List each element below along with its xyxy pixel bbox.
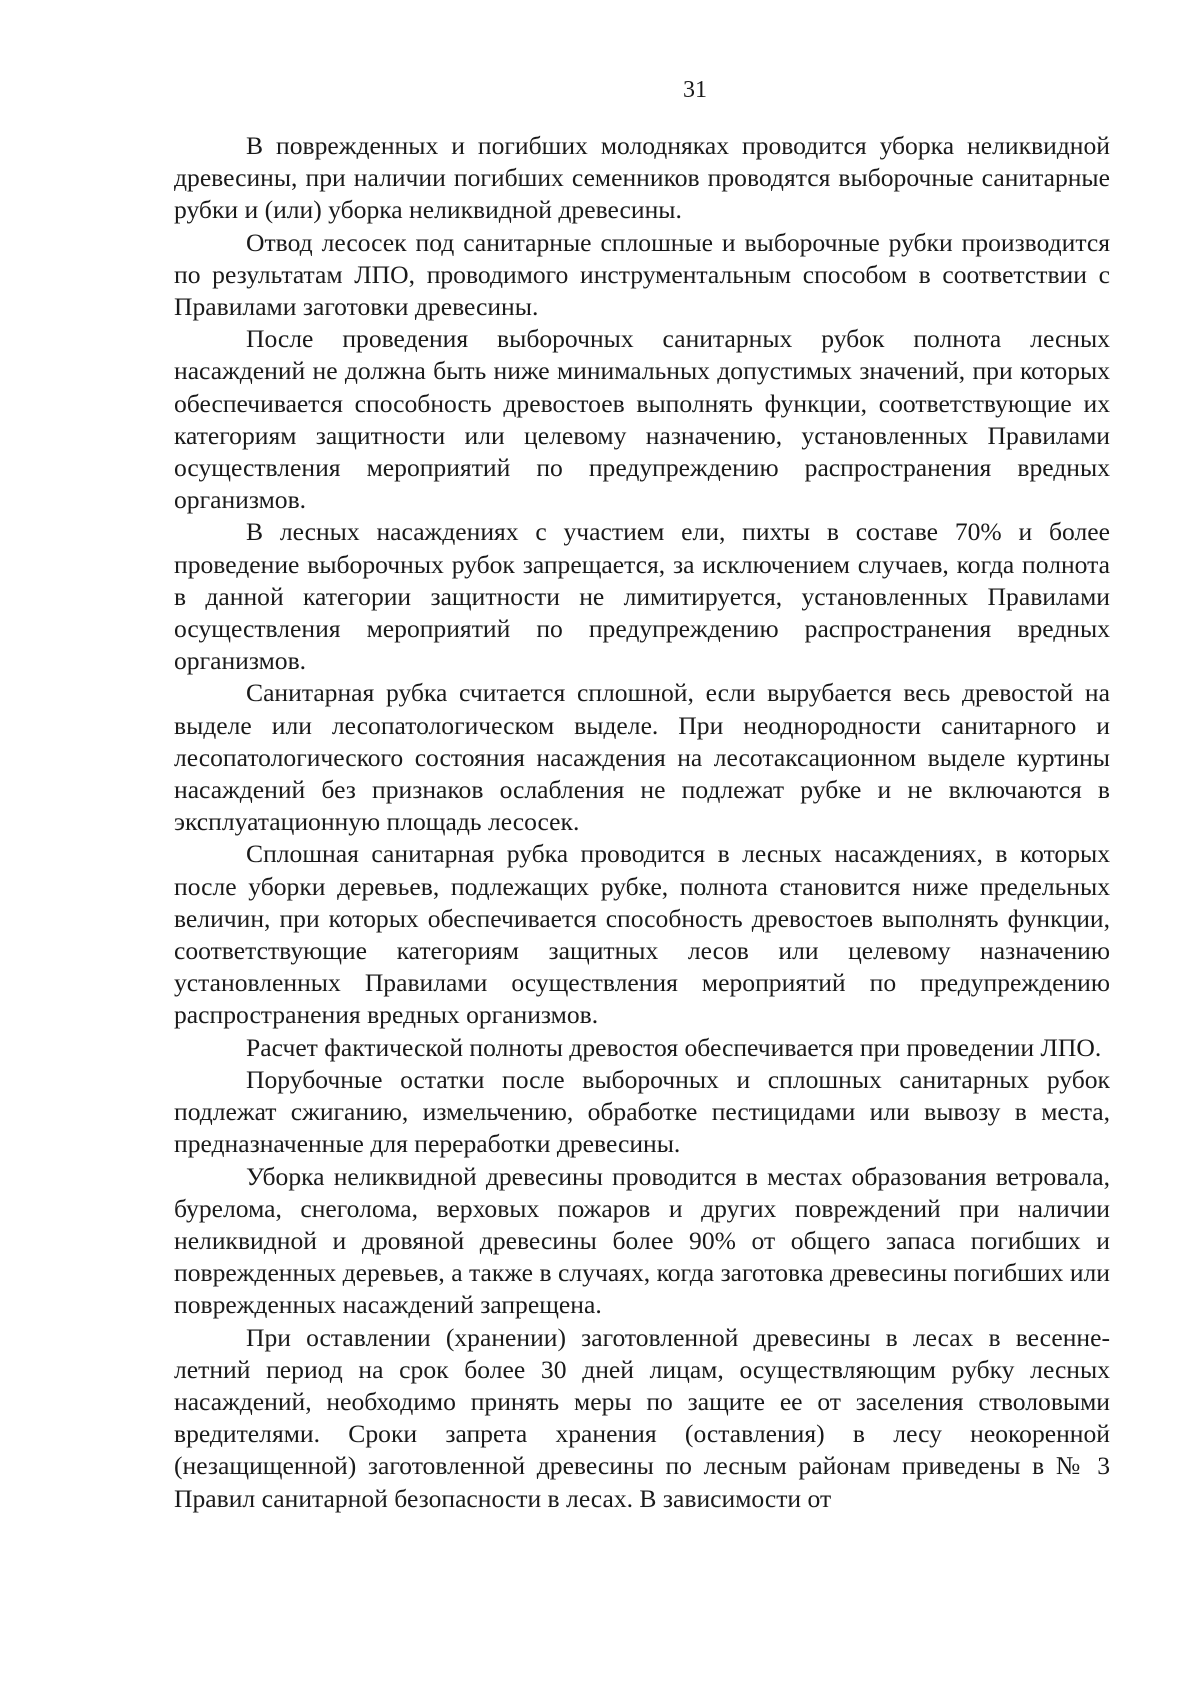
paragraph: В лесных насаждениях с участием ели, пихты в составе 70% и более проведение выборочных рубок запрещается, за исключением случаев, когда полнота в данной категории защитности не лимитируется, установленных Правилами осуществления мероприятий по предупреждению распространения вредных организмов.: [174, 517, 1110, 676]
page-number: 31: [683, 77, 707, 103]
paragraph: После проведения выборочных санитарных рубок полнота лесных насаждений не должна быть ниже минимальных допустимых значений, при которых обеспечивается способность древостоев выполнять функции, соответствующие их категориям защитности или целевому назначению, установленных Правилами осуществления мероприятий по предупреждению распространения вредных организмов.: [174, 324, 1110, 515]
body-text: [174, 130, 1110, 1515]
paragraph: Санитарная рубка считается сплошной, если вырубается весь древостой на выделе или лесопатологическом выделе. При неоднородности санитарного и лесопатологического состояния насаждения на лесотаксационном выделе куртины насаждений без признаков ослабления не подлежат рубке и не включаются в эксплуатационную площадь лесосек.: [174, 678, 1110, 837]
paragraph: Порубочные остатки после выборочных и сплошных санитарных рубок подлежат сжиганию, измельчению, обработке пестицидами или вывозу в места, предназначенные для переработки древесины.: [174, 1064, 1110, 1159]
paragraph: Отвод лесосек под санитарные сплошные и выборочные рубки производится по результатам ЛПО, проводимого инструментальным способом в соответствии с Правилами заготовки древесины.: [174, 227, 1110, 322]
paragraph: Расчет фактической полноты древостоя обеспечивается при проведении ЛПО.: [246, 1032, 1102, 1062]
paragraph: В поврежденных и погибших молодняках проводится уборка неликвидной древесины, при наличии погибших семенников проводятся выборочные санитарные рубки и (или) уборка неликвидной древесины.: [174, 131, 1110, 225]
paragraph: При оставлении (хранении) заготовленной древесины в лесах в весенне-летний период на срок более 30 дней лицам, осуществляющим рубку лесных насаждений, необходимо принять меры по защите ее от заселения стволовыми вредителями. Сроки запрета хранения (оставления) в лесу неокоренной (незащищенной) заготовленной древесины по лесным районам приведены в № 3 Правил санитарной безопасности в лесах. В зависимости от: [174, 1322, 1110, 1513]
paragraph: Уборка неликвидной древесины проводится в местах образования ветровала, бурелома, снеголома, верховых пожаров и других повреждений при наличии неликвидной и дровяной древесины более 90% от общего запаса погибших и поврежденных деревьев, а также в случаях, когда заготовка древесины погибших или поврежденных насаждений запрещена.: [174, 1161, 1110, 1320]
paragraph: Сплошная санитарная рубка проводится в лесных насаждениях, в которых после уборки деревьев, подлежащих рубке, полнота становится ниже предельных величин, при которых обеспечивается способность древостоев выполнять функции, соответствующие категориям защитных лесов или целевому назначению установленных Правилами осуществления мероприятий по предупреждению распространения вредных организмов.: [174, 839, 1110, 1030]
